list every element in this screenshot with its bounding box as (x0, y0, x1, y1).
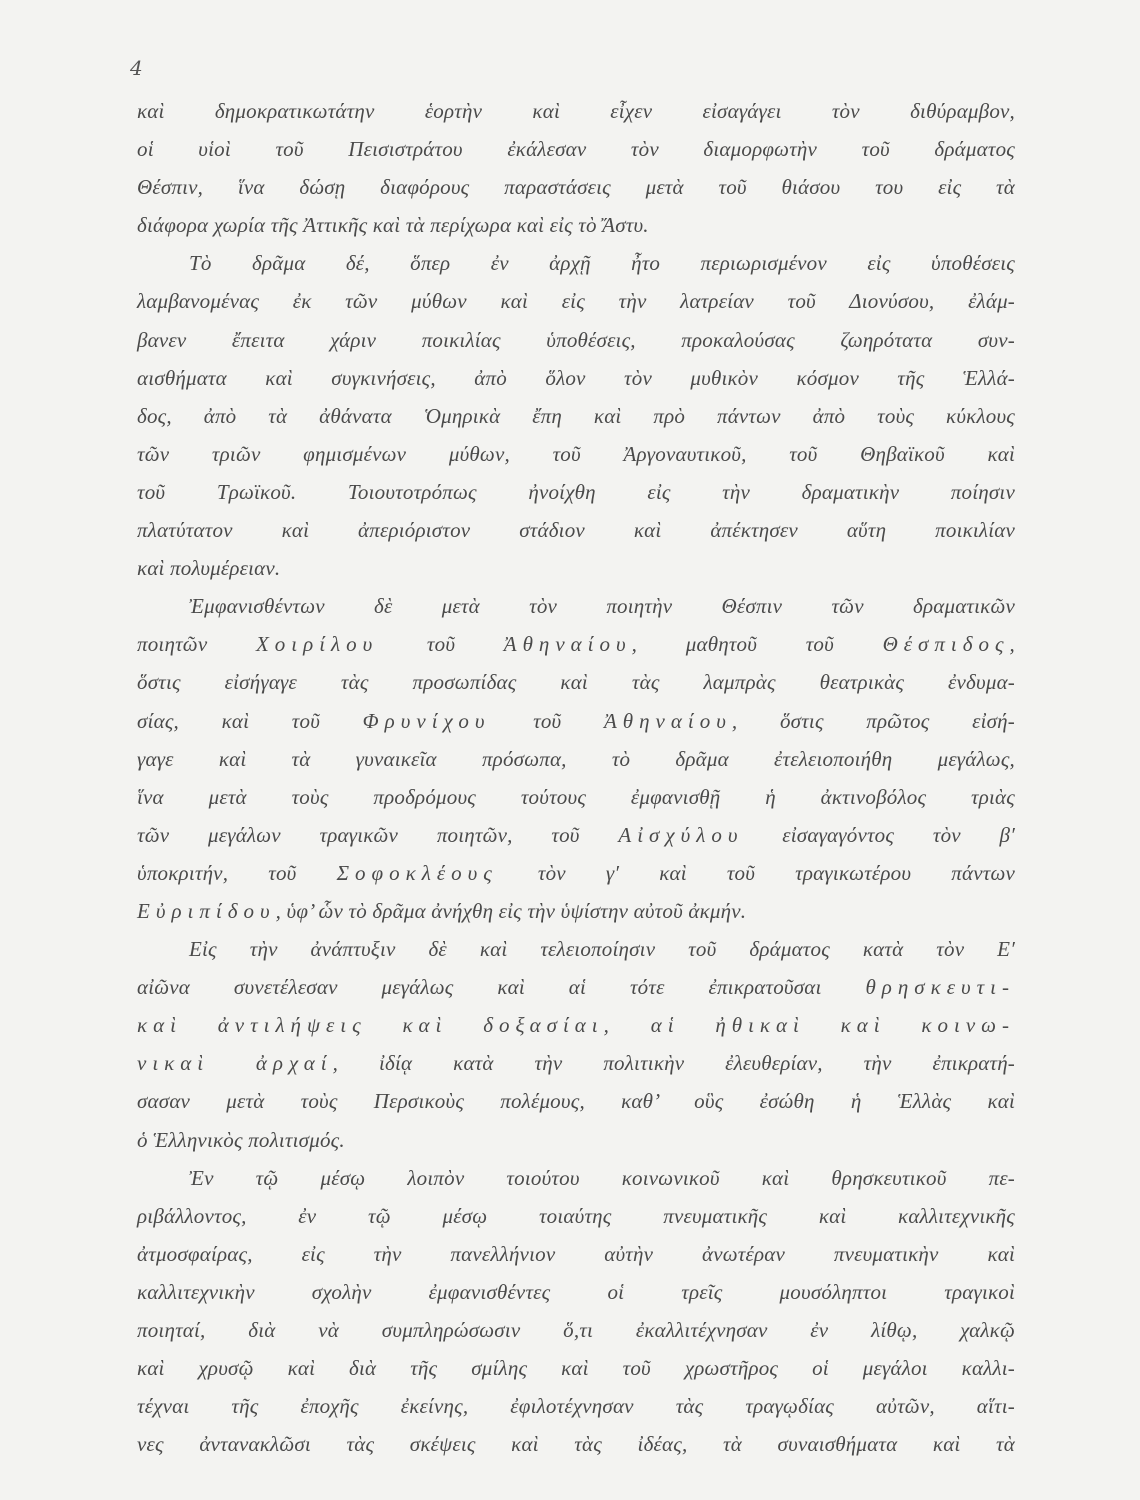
text-segment: διάφορα χωρία τῆς Ἀττικῆς καὶ τὰ περίχωρα καὶ εἰς τὸ Ἄστυ. (137, 213, 649, 238)
text-segment: , ἰδίᾳ κατὰ τὴν πολιτικὴν ἐλευθερίαν, τὴν ἐπικρατή- (332, 1051, 1016, 1076)
text-line (137, 168, 1015, 206)
text-segment: εἰσαγαγόντος τὸν β′ (743, 822, 1015, 847)
text-line (137, 1006, 1015, 1044)
spaced-name: Φρυνίχου (362, 708, 491, 733)
text-segment: καὶ δημοκρατικωτάτην ἑορτὴν καὶ εἶχεν εἰσαγάγει τὸν διθύραμβον, (137, 99, 1015, 123)
spaced-name: Αἰσχύλου (618, 822, 744, 847)
text-segment: οἱ υἱοὶ τοῦ Πεισιστράτου ἐκάλεσαν τὸν διαμορφωτὴν τοῦ δράματος (137, 137, 1015, 162)
text-line (137, 92, 1015, 130)
text-line (137, 1349, 1015, 1387)
text-segment: ποιητῶν (137, 632, 256, 657)
text-line (137, 359, 1015, 397)
text-line (137, 435, 1015, 473)
text-segment: ριβάλλοντος, ἐν τῷ μέσῳ τοιαύτης πνευματικῆς καὶ καλλιτεχνικῆς (137, 1203, 1015, 1228)
text-line (137, 397, 1015, 435)
text-segment: πλατύτατον καὶ ἀπεριόριστον στάδιον καὶ ἀπέκτησεν αὕτη ποικιλίαν (137, 518, 1015, 543)
text-segment: τὸν γ′ καὶ τοῦ τραγικωτέρου πάντων (497, 860, 1015, 885)
text-segment: ἵνα μετὰ τοὺς προδρόμους τούτους ἐμφανισθῇ ἡ ἀκτινοβόλος τριὰς (137, 784, 1015, 809)
text-segment: βανεν ἔπειτα χάριν ποικιλίας ὑποθέσεις, προκαλούσας ζωηρότατα συν- (137, 327, 1015, 352)
text-segment: τοῦ (490, 708, 604, 733)
text-segment: νες ἀντανακλῶσι τὰς σκέψεις καὶ τὰς ἰδέας, τὰ συναισθήματα καὶ τὰ (137, 1432, 1015, 1457)
text-segment: αἰῶνα συνετέλεσαν μεγάλως καὶ αἱ τότε ἐπικρατοῦσαι (137, 975, 866, 1000)
text-segment: γαγε καὶ τὰ γυναικεῖα πρόσωπα, τὸ δρᾶμα ἐτελειοποιήθη μεγάλως, (137, 746, 1015, 771)
text-line (137, 549, 1015, 587)
text-line (137, 1311, 1015, 1349)
text-segment: σασαν μετὰ τοὺς Περσικοὺς πολέμους, καθ’ οὓς ἐσώθη ἡ Ἑλλὰς καὶ (137, 1089, 1015, 1114)
spaced-name: Ἀθηναίου (603, 708, 732, 733)
text-line (137, 625, 1015, 663)
text-line (137, 587, 1015, 625)
text-segment: Ἐμφανισθέντων δὲ μετὰ τὸν ποιητὴν Θέσπιν τῶν δραματικῶν (189, 594, 1015, 619)
text-segment: ἀτμοσφαίρας, εἰς τὴν πανελλήνιον αὐτὴν ἀνωτέραν πνευματικὴν καὶ (137, 1241, 1015, 1266)
text-segment: ὅστις εἰσήγαγε τὰς προσωπίδας καὶ τὰς λαμπρὰς θεατρικὰς ἐνδυμα- (137, 670, 1015, 695)
text-line (137, 778, 1015, 816)
text-segment: δος, ἀπὸ τὰ ἀθάνατα Ὁμηρικὰ ἔπη καὶ πρὸ πάντων ἀπὸ τοὺς κύκλους (137, 403, 1015, 428)
text-segment: τέχναι τῆς ἐποχῆς ἐκείνης, ἐφιλοτέχνησαν τὰς τραγῳδίας αὐτῶν, αἵτι- (137, 1394, 1015, 1419)
text-line (137, 1082, 1015, 1120)
text-line (137, 854, 1015, 892)
text-line (137, 244, 1015, 282)
text-line (137, 1273, 1015, 1311)
text-line (137, 1159, 1015, 1197)
text-segment: καὶ πολυμέρειαν. (137, 556, 281, 581)
text-line (137, 321, 1015, 359)
text-segment: ὁ Ἑλληνικὸς πολιτισμός. (137, 1127, 345, 1152)
text-line (137, 282, 1015, 320)
spaced-name: Θέσπιδος (882, 632, 1010, 657)
text-line (137, 740, 1015, 778)
text-line (137, 206, 1015, 244)
text-line (137, 511, 1015, 549)
text-line (137, 1044, 1015, 1082)
text-segment: τοῦ (378, 632, 504, 657)
text-segment: Τὸ δρᾶμα δέ, ὅπερ ἐν ἀρχῇ ἦτο περιωρισμένον εἰς ὑποθέσεις (189, 251, 1015, 276)
text-line (137, 473, 1015, 511)
text-segment: τῶν μεγάλων τραγικῶν ποιητῶν, τοῦ (137, 822, 619, 847)
body-text (137, 92, 1015, 1463)
text-line (137, 1425, 1015, 1463)
text-segment: λαμβανομένας ἐκ τῶν μύθων καὶ εἰς τὴν λατρείαν τοῦ Διονύσου, ἐλάμ- (137, 289, 1015, 314)
text-segment: ὑποκριτήν, τοῦ (137, 860, 337, 885)
spaced-name: Σοφοκλέους (336, 860, 498, 885)
text-line (137, 1387, 1015, 1425)
text-segment: σίας, καὶ τοῦ (137, 708, 363, 733)
text-segment: , ὅστις πρῶτος εἰσή- (731, 708, 1015, 733)
text-segment: τοῦ Τρωϊκοῦ. Τοιουτοτρόπως ἠνοίχθη εἰς τὴν δραματικὴν ποίησιν (137, 479, 1015, 504)
text-segment: αισθήματα καὶ συγκινήσεις, ἀπὸ ὅλον τὸν μυθικὸν κόσμον τῆς Ἑλλά- (137, 365, 1015, 390)
text-line (137, 663, 1015, 701)
page-number: 4 (130, 56, 143, 80)
text-segment: , ὑφ’ ὧν τὸ δρᾶμα ἀνήχθη εἰς τὴν ὑψίστην αὐτοῦ ἀκμήν. (275, 898, 747, 923)
text-segment: Ἐν τῷ μέσῳ λοιπὸν τοιούτου κοινωνικοῦ καὶ θρησκευτικοῦ πε- (189, 1165, 1015, 1190)
text-segment: Εἰς τὴν ἀνάπτυξιν δὲ καὶ τελειοποίησιν τοῦ δράματος κατὰ τὸν Ε′ (189, 937, 1015, 962)
text-segment: καλλιτεχνικὴν σχολὴν ἐμφανισθέντες οἱ τρεῖς μουσόληπτοι τραγικοὶ (137, 1279, 1015, 1304)
text-line (137, 930, 1015, 968)
text-line (137, 968, 1015, 1006)
spaced-name: Χοιρίλου (255, 632, 379, 657)
text-line (137, 702, 1015, 740)
text-line (137, 1235, 1015, 1273)
spaced-name: Εὐριπίδου (137, 898, 276, 923)
spaced-name: θρησκευτι- (865, 975, 1015, 1000)
text-segment: , (1009, 632, 1015, 657)
text-segment: ποιηταί, διὰ νὰ συμπληρώσωσιν ὅ,τι ἐκαλλιτέχνησαν ἐν λίθῳ, χαλκῷ (137, 1318, 1015, 1342)
text-segment: καὶ χρυσῷ καὶ διὰ τῆς σμίλης καὶ τοῦ χρωστῆρος οἱ μεγάλοι καλλι- (137, 1356, 1015, 1381)
text-line (137, 1197, 1015, 1235)
spaced-name: καὶ ἀντιλήψεις καὶ δοξασίαι, αἱ ἠθικαὶ καὶ κοινω- (137, 1013, 1015, 1038)
text-line (137, 130, 1015, 168)
text-line (137, 1121, 1015, 1159)
spaced-name: νικαὶ ἀρχαί (137, 1051, 333, 1076)
text-line (137, 892, 1015, 930)
spaced-name: Ἀθηναίου (503, 632, 632, 657)
text-line (137, 816, 1015, 854)
text-segment: τῶν τριῶν φημισμένων μύθων, τοῦ Ἀργοναυτικοῦ, τοῦ Θηβαϊκοῦ καὶ (137, 441, 1015, 466)
text-segment: , μαθητοῦ τοῦ (631, 632, 883, 657)
text-segment: Θέσπιν, ἵνα δώσῃ διαφόρους παραστάσεις μετὰ τοῦ θιάσου του εἰς τὰ (137, 175, 1015, 200)
